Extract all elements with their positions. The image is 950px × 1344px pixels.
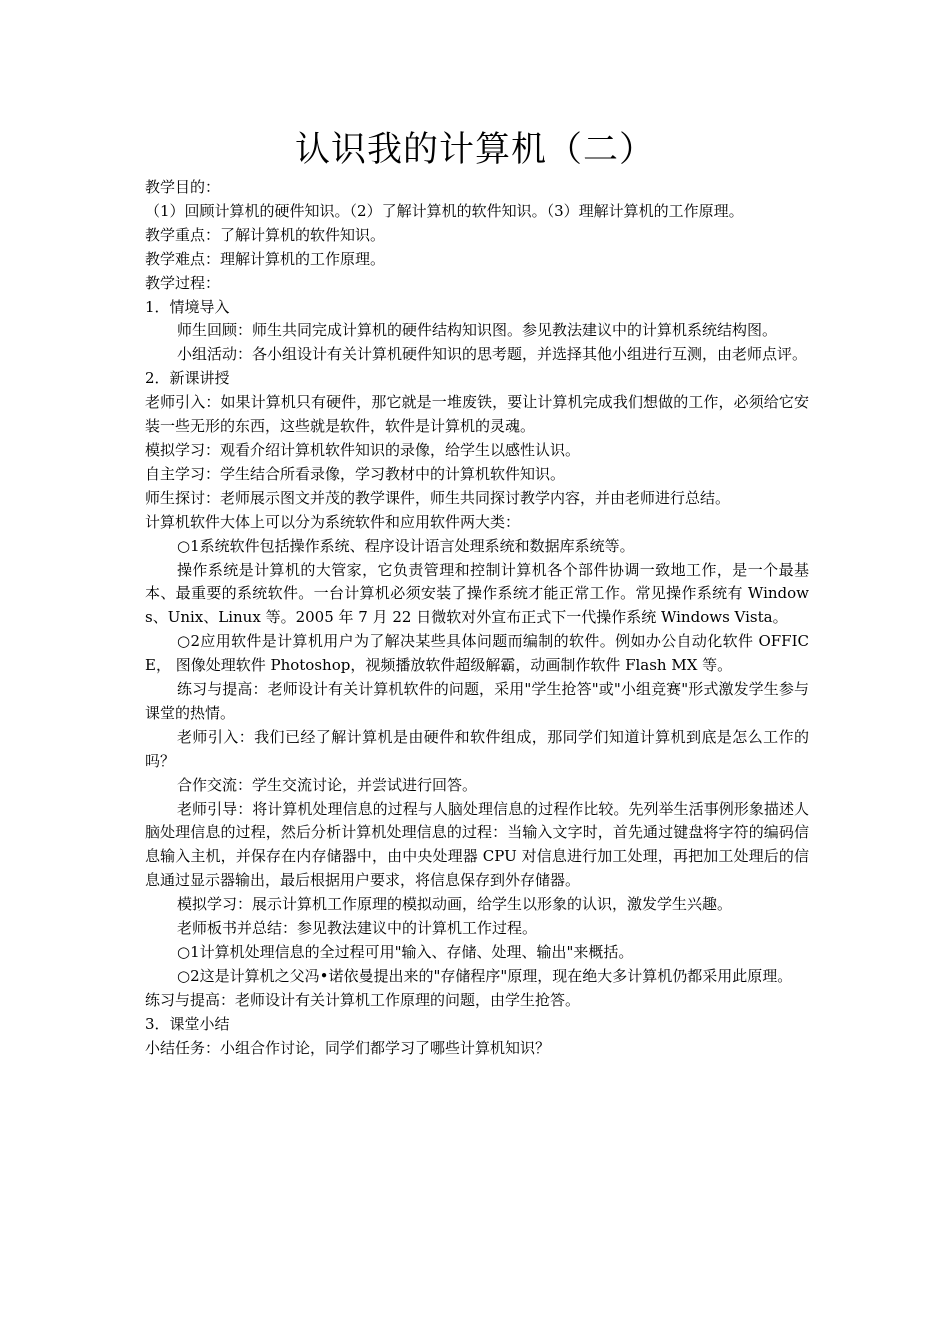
paragraph: 模拟学习：观看介绍计算机软件知识的录像，给学生以感性认识。 — [145, 440, 581, 459]
paragraph: 合作交流：学生交流讨论，并尝试进行回答。 — [177, 775, 478, 794]
paragraph: 练习与提高：老师设计有关计算机软件的问题，采用"学生抢答"或"小组竞赛"形式激发学生参与课堂的热情。 — [145, 680, 809, 722]
paragraph: 2．新课讲授 — [145, 369, 230, 388]
paragraph: 3．课堂小结 — [145, 1014, 230, 1033]
paragraph: ○2应用软件是计算机用户为了解决某些具体问题而编制的软件。例如办公自动化软件 OFFICE， 图像处理软件 Photoshop，视频播放软件超级解霸，动画制作软件 Flash MX 等。 — [145, 632, 809, 675]
paragraph: 自主学习：学生结合所看录像，学习教材中的计算机软件知识。 — [145, 464, 566, 483]
paragraph: 1．情境导入 — [145, 297, 230, 316]
paragraph: 练习与提高：老师设计有关计算机工作原理的问题，由学生抢答。 — [145, 990, 581, 1009]
paragraph: 老师引导：将计算机处理信息的过程与人脑处理信息的过程作比较。先列举生活事例形象描述人脑处理信息的过程，然后分析计算机处理信息的过程：当输入文字时，首先通过键盘将字符的编码信息输入主机，并保存在内存储器中，由中央处理器 CPU 对信息进行加工处理，再把加工处理后的信息通过显示器输出，最后根据用户要求，将信息保存到外存储器。 — [145, 799, 809, 890]
paragraph: 小组活动：各小组设计有关计算机硬件知识的思考题，并选择其他小组进行互测，由老师点评。 — [177, 345, 808, 364]
paragraph: 模拟学习：展示计算机工作原理的模拟动画，给学生以形象的认识，激发学生兴趣。 — [177, 895, 733, 914]
paragraph: 老师板书并总结：参见教法建议中的计算机工作过程。 — [177, 919, 538, 938]
document-body — [145, 176, 809, 1061]
paragraph: 教学过程： — [145, 273, 221, 292]
paragraph: 老师引入：我们已经了解计算机是由硬件和软件组成，那同学们知道计算机到底是怎么工作的吗？ — [145, 727, 809, 770]
paragraph: 小结任务：小组合作讨论，同学们都学习了哪些计算机知识？ — [145, 1038, 551, 1057]
page-title: 认识我的计算机（二） — [294, 130, 655, 170]
paragraph: 教学难点：理解计算机的工作原理。 — [145, 249, 386, 268]
paragraph: 师生探讨：老师展示图文并茂的教学课件，师生共同探讨教学内容，并由老师进行总结。 — [145, 488, 731, 507]
paragraph: 师生回顾：师生共同完成计算机的硬件结构知识图。参见教法建议中的计算机系统结构图。 — [177, 321, 778, 340]
paragraph: 老师引入：如果计算机只有硬件，那它就是一堆废铁，要让计算机完成我们想做的工作，必须给它安装一些无形的东西，这些就是软件，软件是计算机的灵魂。 — [145, 393, 809, 436]
paragraph: ○1系统软件包括操作系统、程序设计语言处理系统和数据库系统等。 — [177, 536, 635, 555]
paragraph: （1）回顾计算机的硬件知识。（2）了解计算机的软件知识。（3）理解计算机的工作原理。 — [145, 201, 744, 220]
paragraph: ○2这是计算机之父冯•诺依曼提出来的"存储程序"原理，现在绝大多计算机仍都采用此原理。 — [177, 966, 793, 985]
paragraph: 教学目的： — [145, 178, 221, 196]
paragraph: 教学重点：了解计算机的软件知识。 — [145, 225, 386, 244]
paragraph: ○1计算机处理信息的全过程可用"输入、存储、处理、输出"来概括。 — [177, 943, 634, 961]
paragraph: 操作系统是计算机的大管家，它负责管理和控制计算机各个部件协调一致地工作，是一个最基本、最重要的系统软件。一台计算机必须安装了操作系统才能正常工作。常见操作系统有 Windows、Unix、Linux 等。2005 年 7 月 22 日微软对外宣布正式下一代操作系统 Windows Vista。 — [145, 560, 809, 627]
paragraph: 计算机软件大体上可以分为系统软件和应用软件两大类： — [145, 512, 521, 531]
